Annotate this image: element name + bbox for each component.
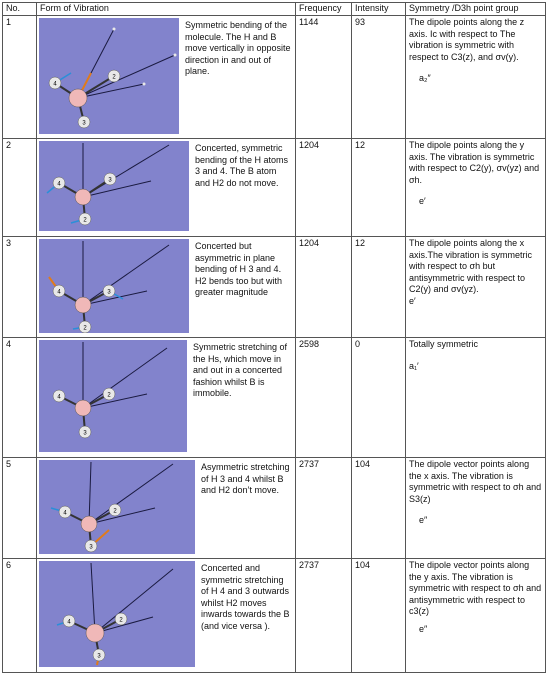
cell-intensity: 104 [352, 458, 406, 559]
boron-atom [86, 624, 104, 642]
vibration-description: Symmetric stretching of the Hs, which move in and out in a concerted fashion whilst B is immobile. [193, 342, 288, 398]
irrep-label: a₁′ [409, 360, 419, 371]
cell-frequency: 2598 [296, 338, 352, 458]
header-symmetry: Symmetry /D3h point group [406, 3, 546, 16]
svg-text:4: 4 [57, 181, 61, 188]
symmetry-text: Totally symmetric [409, 339, 479, 349]
cell-no: 5 [3, 458, 37, 559]
boron-atom [75, 297, 91, 313]
header-intensity: Intensity [352, 3, 406, 16]
vibration-image [39, 340, 187, 457]
boron-atom [75, 400, 91, 416]
cell-intensity: 12 [352, 237, 406, 338]
cell-form [37, 16, 296, 139]
table-row [3, 237, 546, 338]
vibration-image [39, 141, 189, 236]
svg-text:2: 2 [119, 617, 123, 624]
table-row [3, 458, 546, 559]
irrep-label: a₂″ [419, 73, 431, 83]
cell-no: 4 [3, 338, 37, 458]
irrep-label: e″ [419, 623, 428, 634]
svg-text:3: 3 [107, 289, 111, 296]
svg-text:3: 3 [108, 177, 112, 184]
cell-frequency: 2737 [296, 559, 352, 673]
symmetry-text: The dipole vector points along the x axis. The vibration is symmetric with respect to σh and S3(z) [409, 459, 542, 504]
cell-no: 1 [3, 16, 37, 139]
irrep-label: e′ [409, 295, 416, 306]
cell-form [37, 458, 296, 559]
boron-atom [75, 189, 91, 205]
cell-frequency: 1144 [296, 16, 352, 139]
table-row [3, 139, 546, 237]
cell-form [37, 559, 296, 673]
header-row [3, 3, 546, 16]
vibration-description: Symmetric bending of the molecule. The H and B move vertically in opposite direction in and out of plane. [185, 20, 291, 76]
vibration-table [2, 2, 546, 673]
cell-no: 3 [3, 237, 37, 338]
vibration-image [39, 460, 195, 558]
vibration-description: Concerted and symmetric stretching of H 4 and 3 outwards whilst H2 moves inwards towards the B (and vice versa ). [201, 563, 290, 631]
cell-intensity: 104 [352, 559, 406, 673]
svg-text:3: 3 [89, 544, 93, 551]
svg-text:2: 2 [107, 392, 111, 399]
cell-intensity: 12 [352, 139, 406, 237]
cell-form [37, 237, 296, 338]
svg-text:2: 2 [83, 325, 87, 332]
svg-text:2: 2 [83, 217, 87, 224]
symmetry-text: The dipole vector points along the y axis. The vibration is symmetric with respect to σh and antisymmetric with respect to c3(z) [409, 560, 542, 616]
table-row [3, 338, 546, 458]
cell-frequency: 1204 [296, 139, 352, 237]
boron-atom [69, 89, 87, 107]
cell-symmetry [406, 139, 546, 237]
svg-text:2: 2 [112, 74, 116, 81]
header-frequency: Frequency [296, 3, 352, 16]
cell-symmetry [406, 559, 546, 673]
svg-text:4: 4 [57, 394, 61, 401]
svg-text:4: 4 [63, 510, 67, 517]
image-background [39, 561, 195, 667]
cell-symmetry [406, 458, 546, 559]
svg-text:3: 3 [82, 120, 86, 127]
cell-symmetry [406, 237, 546, 338]
symmetry-text: The dipole points along the y axis. The vibration is symmetric with respect to C2(y), σv(yz) and σh. [409, 140, 540, 185]
symmetry-text: The dipole points along the z axis. Ic with respect to The vibration is symmetric with respect to C3(z), and σv(y). [409, 17, 525, 62]
symmetry-text: The dipole points along the x axis.The vibration is symmetric with respect to σh but antisymmetric with respect to C2(y) and σv(yz). [409, 238, 533, 294]
cell-frequency: 1204 [296, 237, 352, 338]
table-row [3, 16, 546, 139]
svg-text:2: 2 [113, 508, 117, 515]
header-form: Form of Vibration [37, 3, 296, 16]
vibration-description: Concerted, symmetric bending of the H atoms 3 and 4. The B atom and H2 do not move. [195, 143, 289, 188]
cell-intensity: 0 [352, 338, 406, 458]
svg-text:4: 4 [53, 81, 57, 88]
boron-atom [81, 516, 97, 532]
vibration-description: Asymmetric stretching of H 3 and 4 whilst B and H2 don’t move. [201, 462, 290, 495]
irrep-label: e′ [419, 196, 426, 206]
svg-text:4: 4 [67, 619, 71, 626]
cell-symmetry [406, 16, 546, 139]
cell-no: 2 [3, 139, 37, 237]
cell-form [37, 338, 296, 458]
svg-text:3: 3 [83, 430, 87, 437]
svg-text:4: 4 [57, 289, 61, 296]
vibration-image [39, 561, 195, 672]
cell-symmetry [406, 338, 546, 458]
vibration-description: Concerted but asymmetric in plane bending of H 3 and 4. H2 bends too but with greater magnitude [195, 241, 283, 297]
irrep-label: e″ [419, 515, 428, 525]
cell-intensity: 93 [352, 16, 406, 139]
svg-text:3: 3 [97, 653, 101, 660]
table-row [3, 559, 546, 673]
cell-form [37, 139, 296, 237]
header-no: No. [3, 3, 37, 16]
cell-frequency: 2737 [296, 458, 352, 559]
vibration-image [39, 18, 179, 138]
vibration-image [39, 239, 189, 337]
cell-no: 6 [3, 559, 37, 673]
